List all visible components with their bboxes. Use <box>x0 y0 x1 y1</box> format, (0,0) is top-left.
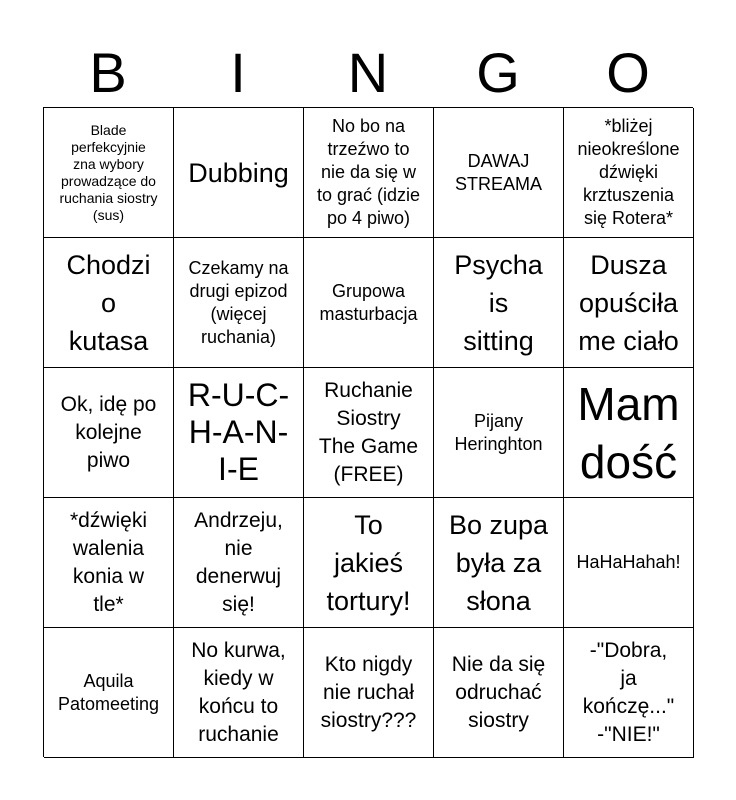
bingo-cell[interactable] <box>304 368 434 498</box>
cell-text: Dusza opuściła me ciało <box>578 249 679 356</box>
bingo-cell[interactable] <box>304 108 434 238</box>
bingo-cell[interactable] <box>174 628 304 758</box>
cell-text: *dźwięki walenia konia w tle* <box>69 508 148 616</box>
cell-text: Dubbing <box>188 157 289 188</box>
bingo-header <box>43 38 693 108</box>
bingo-cell[interactable] <box>304 238 434 368</box>
cell-text: Aquila Patomeeting <box>57 670 160 714</box>
header-letter-g: G <box>476 41 520 104</box>
bingo-cell[interactable] <box>564 238 694 368</box>
bingo-cell[interactable] <box>174 368 304 498</box>
bingo-cell[interactable] <box>174 108 304 238</box>
cell-text: *bliżej nieokreślone dźwięki krztuszenia się Rotera* <box>577 116 680 228</box>
cell-text: DAWAJ STREAMA <box>454 150 542 194</box>
bingo-cell[interactable] <box>434 498 564 628</box>
bingo-cell[interactable] <box>434 368 564 498</box>
cell-text: Psycha is sitting <box>454 249 543 356</box>
bingo-cell[interactable] <box>434 108 564 238</box>
cell-text: Blade perfekcyjnie zna wybory prowadzące do ruchania siostry (sus) <box>59 121 158 223</box>
bingo-cell[interactable] <box>564 628 694 758</box>
bingo-grid <box>43 107 693 757</box>
cell-text: Ok, idę po kolejne piwo <box>60 392 157 472</box>
cell-text: No bo na trzeźwo to nie da się w to grać (idzie po 4 piwo) <box>316 116 421 228</box>
header-letter-o: O <box>606 41 650 104</box>
bingo-cell[interactable] <box>44 628 174 758</box>
bingo-cell[interactable] <box>564 498 694 628</box>
bingo-cell[interactable] <box>564 108 694 238</box>
bingo-cell[interactable] <box>44 368 174 498</box>
bingo-cell[interactable] <box>174 498 304 628</box>
header-letter-b: B <box>89 41 127 104</box>
cell-text: Ruchanie Siostry The Game (FREE) <box>318 378 419 486</box>
cell-text: Bo zupa była za słona <box>448 509 549 616</box>
cell-text: Pijany Heringhton <box>454 410 543 454</box>
cell-text: To jakieś tortury! <box>326 509 411 616</box>
cell-text: Kto nigdy nie ruchał siostry??? <box>320 652 417 732</box>
bingo-cell[interactable] <box>44 498 174 628</box>
bingo-cell[interactable] <box>564 368 694 498</box>
bingo-cell[interactable] <box>434 238 564 368</box>
cell-text: Chodzi o kutasa <box>66 249 151 356</box>
header-letter-i: I <box>230 41 246 104</box>
bingo-cell[interactable] <box>304 628 434 758</box>
cell-text: Andrzeju, nie denerwuj się! <box>194 508 283 616</box>
bingo-cell[interactable] <box>434 628 564 758</box>
bingo-cell[interactable] <box>174 238 304 368</box>
cell-text: Nie da się odruchać siostry <box>451 652 546 732</box>
cell-text: HaHaHahah! <box>576 552 681 572</box>
cell-text: Czekamy na drugi epizod (więcej ruchania) <box>188 257 289 347</box>
cell-text: -"Dobra, ja kończę..." -"NIE!" <box>582 638 675 746</box>
bingo-cell[interactable] <box>44 108 174 238</box>
bingo-cell[interactable] <box>44 238 174 368</box>
cell-text: Grupowa masturbacja <box>319 280 418 324</box>
cell-text: No kurwa, kiedy w końcu to ruchanie <box>191 638 286 746</box>
cell-text: R-U-C- H-A-N- I-E <box>187 377 290 487</box>
bingo-cell[interactable] <box>304 498 434 628</box>
cell-text: Mam dość <box>577 377 680 488</box>
header-letter-n: N <box>347 41 389 104</box>
